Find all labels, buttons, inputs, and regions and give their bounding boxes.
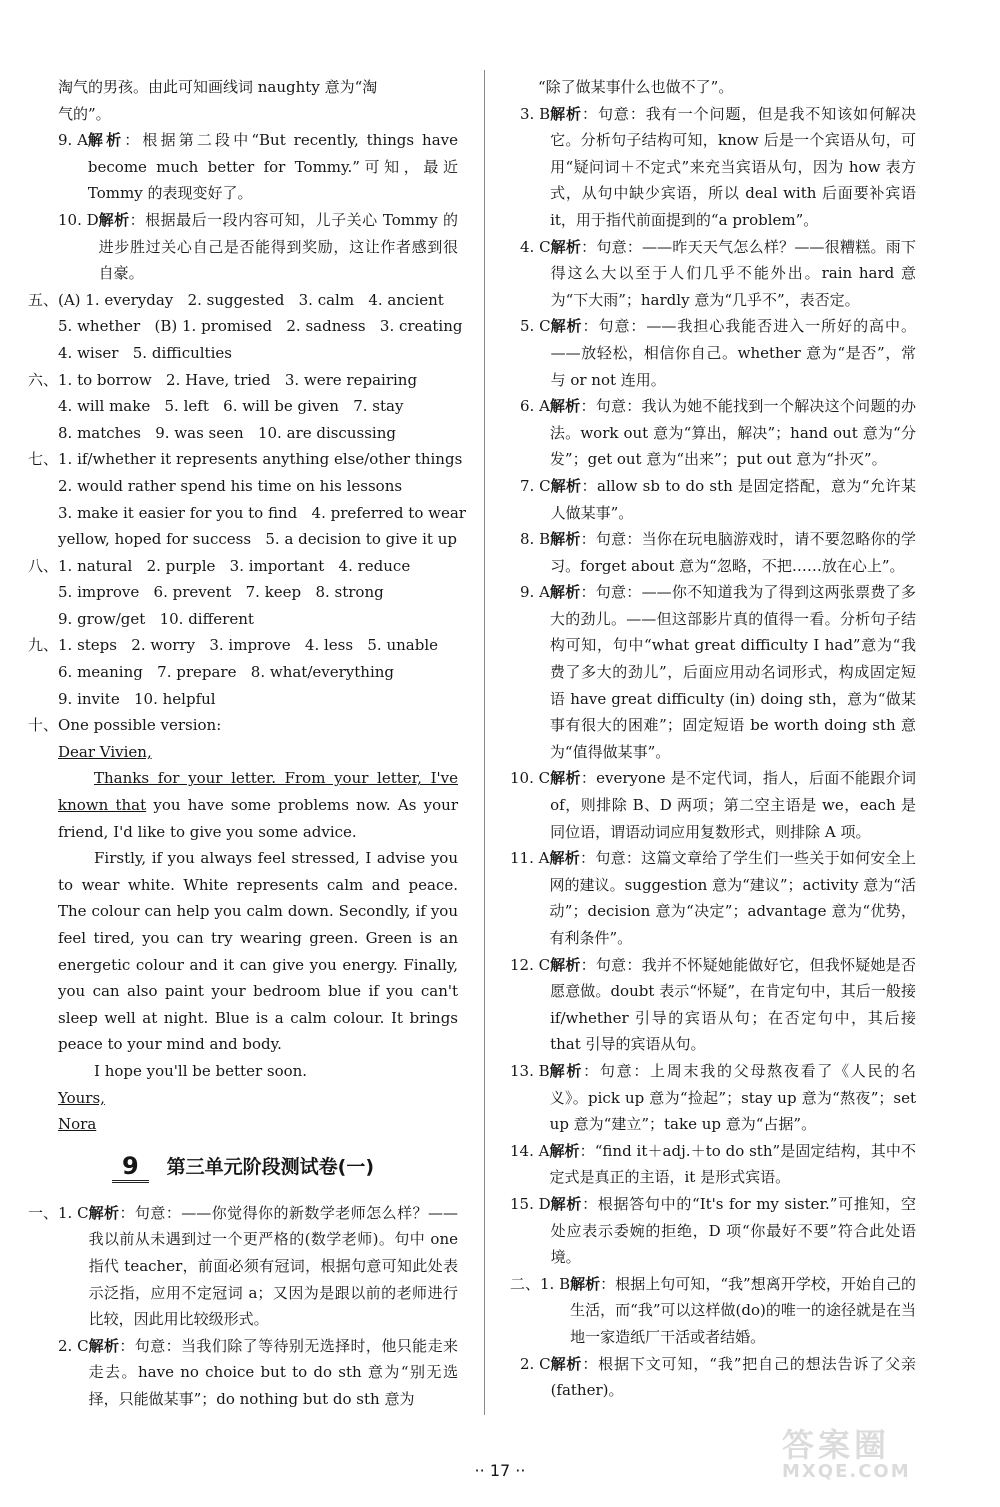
analysis-label: 解析 <box>549 1141 580 1160</box>
analysis-label: 解析 <box>549 849 581 868</box>
answer-sections <box>28 287 466 713</box>
unit-title: 第三单元阶段测试卷(一) <box>166 1156 375 1179</box>
intro-line: 淘气的男孩。由此可知画线词 naughty 意为“淘 <box>58 78 378 96</box>
answer-item <box>510 473 916 526</box>
analysis-label: 解析 <box>550 1354 583 1373</box>
answer-item <box>510 1351 916 1404</box>
answer-item <box>510 101 916 234</box>
answer-explanation: 解析：句意：——你觉得你的新数学老师怎么样？——我以前从未遇到过一个更严格的(数学老师)。句中 one 指代 teacher，前面必须有冠词，根据句意可知此处表示泛指，应用不定冠词 a；又因为是跟以前的老师进行比较，因此用比较级形式。 <box>88 1203 458 1329</box>
letter-paragraph: I hope you'll be better soon. <box>94 1061 308 1080</box>
answer-line <box>28 313 463 340</box>
letter-paragraph: Thanks for your letter. From your letter, I've known that you have some problems now. As your friend, I'd like to give you some advice. <box>58 769 458 841</box>
answer-text: 1. if/whether it represents anything else/other things <box>58 450 463 469</box>
answer-text: 1. steps 2. worry 3. improve 4. less 5. unable <box>58 636 438 655</box>
answer-number: 7. C <box>520 476 551 495</box>
answer-item <box>510 1058 916 1138</box>
answer-line <box>28 579 458 606</box>
model-letter <box>28 739 458 1138</box>
watermark-logo: 答案圈 MXQE.COM <box>782 1426 911 1482</box>
answer-item <box>510 1191 916 1271</box>
answer-explanation: 解析：句意：这篇文章给了学生们一些关于如何安全上网的建议。suggestion 意为“建议”；activity 意为“活动”；decision 意为“决定”；advantage 意为“优势，有利条件”。 <box>549 849 916 947</box>
analysis-label: 解析 <box>550 317 583 336</box>
answer-explanation: 解析：句意：我有一个问题，但是我不知该如何解决它。分析句子结构可知，know 后是一个宾语从句，可用“疑问词＋不定式”来充当宾语从句，因为 how 表方式，从句中缺少宾语，所以 deal with 后面要补宾语 it，用于指代前面提到的“a problem”。 <box>550 104 916 229</box>
answer-explanation: 解析：“find it＋adj.＋to do sth”是固定结构，其中不定式是真正的主语，it 是形式宾语。 <box>549 1141 916 1187</box>
answer-explanation: 解析：根据最后一段内容可知，儿子关心 Tommy 的进步胜过关心自己是否能得到奖励，这让作者感到很自豪。 <box>98 210 458 283</box>
intro-line: “除了做某事什么也做不了”。 <box>538 78 734 96</box>
answer-item <box>510 845 916 951</box>
unit-number: 9 <box>112 1153 149 1183</box>
essay-section <box>28 712 458 739</box>
answer-text: 9. grow/get 10. different <box>58 609 254 628</box>
answer-explanation: 解析：allow sb to do sth 是固定搭配，意为“允许某人做某事”。 <box>550 476 916 522</box>
answer-number: 4. C <box>520 237 551 256</box>
answer-number: 14. A <box>510 1141 550 1160</box>
section-number: 十、 <box>28 716 59 735</box>
page-number: ·· 17 ·· <box>474 1461 526 1480</box>
analysis-label: 解析 <box>88 1203 120 1222</box>
answer-text: 2. would rather spend his time on his lessons <box>58 476 403 495</box>
analysis-label: 解析 <box>550 955 581 974</box>
answer-text: 6. meaning 7. prepare 8. what/everything <box>58 663 394 682</box>
answer-line <box>28 659 458 686</box>
answer-number: 3. B <box>520 104 551 123</box>
answer-line <box>28 526 458 553</box>
letter-salutation: Dear Vivien, <box>58 742 152 761</box>
answer-item <box>510 952 916 1058</box>
answer-number: 11. A <box>510 849 550 868</box>
answer-line <box>28 553 458 580</box>
analysis-label: 解析 <box>88 1336 120 1355</box>
section-number: 九、 <box>28 636 59 655</box>
answer-item <box>28 1333 458 1413</box>
answer-line <box>28 287 458 314</box>
answer-explanation: 解析：句意：我并不怀疑她能做好它，但我怀疑她是否愿意做。doubt 表示“怀疑”，在肯定句中，其后一般接 if/whether 引导的宾语从句；在否定句中，其后接 that 引导的宾语从句。 <box>550 955 916 1054</box>
answer-item <box>510 526 916 579</box>
answer-explanation: 解析：根据第二段中“But recently, things have become much better for Tommy.”可知，最近 Tommy 的表现变好了。 <box>87 131 458 203</box>
answer-text: 3. make it easier for you to find 4. preferred to wear <box>58 503 466 522</box>
answer-text: 4. will make 5. left 6. will be given 7. stay <box>58 397 404 416</box>
analysis-label: 解析 <box>550 104 583 123</box>
answer-number: 5. C <box>520 317 551 336</box>
answer-number: 12. C <box>510 955 551 974</box>
answer-line <box>28 606 458 633</box>
answer-text: 8. matches 9. was seen 10. are discussing <box>58 423 396 442</box>
unit-heading <box>28 1142 458 1194</box>
answer-text: 4. wiser 5. difficulties <box>58 343 232 362</box>
answer-item <box>510 1271 916 1351</box>
answer-text: 5. improve 6. prevent 7. keep 8. strong <box>58 583 384 602</box>
answer-number: 9. A <box>520 583 550 602</box>
answer-number: 2. C <box>58 1336 89 1355</box>
intro-line: 气的”。 <box>58 104 111 123</box>
answer-line <box>28 367 458 394</box>
answer-number: 10. C <box>510 769 551 788</box>
analysis-label: 解析 <box>549 583 581 602</box>
column-divider <box>484 70 485 1415</box>
analysis-label: 解析 <box>550 530 581 549</box>
answer-line <box>28 340 458 367</box>
letter-closing: Yours, <box>58 1088 105 1107</box>
answer-number: 13. B <box>510 1061 550 1080</box>
section-number: 六、 <box>28 370 59 389</box>
answer-explanation: 解析：句意：——你不知道我为了得到这两张票费了多大的劲儿。——但这部影片真的值得一看。分析句子结构可知，句中“what great difficulty I had”意为“我费了多大的劲儿”，后面应用动名词形式，构成固定短语 have great difficulty (in) doing sth，意为“做某事有很大的困难”；固定短语 be worth doing sth 意为“值得做某事”。 <box>549 583 916 761</box>
analysis-label: 解析 <box>550 769 581 788</box>
letter-signature: Nora <box>58 1115 97 1134</box>
analysis-label: 解析 <box>550 237 582 256</box>
answer-number: 9. A <box>58 131 88 150</box>
left-column <box>28 74 466 1413</box>
answer-line <box>28 446 463 473</box>
letter-paragraph: Firstly, if you always feel stressed, I advise you to wear white. White represents calm and peace. The colour can help you calm down. Secondly, if you feel tired, you can try wearing green. Green is an energetic colour and it can give you energy. Finally, you can also paint your bedroom blue if you can't sleep well at night. Blue is a calm colour. It brings peace to your mind and body. <box>58 849 458 1054</box>
answer-text: 1. to borrow 2. Have, tried 3. were repairing <box>58 370 418 389</box>
analysis-label: 解析 <box>87 131 125 150</box>
answer-explanation: 解析：句意：——昨天天气怎么样？——很糟糕。雨下得这么大以至于人们几乎不能外出。rain hard 意为“下大雨”；hardly 意为“几乎不”，表否定。 <box>550 237 916 309</box>
underlined-phrase: Thanks for your letter. From your letter, I've known that <box>58 769 458 815</box>
answer-number: 15. D <box>510 1194 551 1213</box>
answer-text: 5. whether (B) 1. promised 2. sadness 3. creating <box>58 317 463 336</box>
answer-explanation: 解析：句意：——我担心我能否进入一所好的高中。——放轻松，相信你自己。whether 意为“是否”，常与 or not 连用。 <box>550 317 916 389</box>
answer-text: 9. invite 10. helpful <box>58 689 216 708</box>
answer-explanation: 解析：句意：当我们除了等待别无选择时，他只能走来走去。have no choice but to do sth 意为“别无选择，只能做某事”；do nothing but do sth 意为 <box>88 1336 458 1408</box>
answer-item <box>28 1200 458 1333</box>
answer-explanation: 解析：everyone 是不定代词，指人，后面不能跟介词 of，则排除 B、D 两项；第二空主语是 we，each 是同位语，谓语动词应用复数形式，则排除 A 项。 <box>550 769 916 841</box>
answer-line <box>28 686 458 713</box>
answer-list-right <box>510 101 916 1404</box>
answer-list-b <box>28 1200 458 1413</box>
analysis-label: 解析 <box>98 210 130 229</box>
analysis-label: 解析 <box>550 476 582 495</box>
answer-number: 8. B <box>520 530 551 549</box>
answer-line <box>28 420 458 447</box>
analysis-label: 解析 <box>550 1194 583 1213</box>
analysis-label: 解析 <box>549 397 581 416</box>
answer-item <box>510 234 916 314</box>
analysis-label: 解析 <box>549 1061 584 1080</box>
answer-explanation: 解析：句意：当你在玩电脑游戏时，请不要忽略你的学习。forget about 意为“忽略，不把……放在心上”。 <box>550 530 916 575</box>
answer-number: 2. C <box>520 1354 551 1373</box>
answer-text: 1. natural 2. purple 3. important 4. reduce <box>58 556 411 575</box>
answer-item <box>510 393 916 473</box>
section-number: 八、 <box>28 556 59 575</box>
answer-line <box>28 473 458 500</box>
answer-explanation: 解析：句意：上周末我的父母熬夜看了《人民的名义》。pick up 意为“捡起”；stay up 意为“熬夜”；set up 意为“建立”；take up 意为“占据”。 <box>549 1061 916 1134</box>
answer-number: 10. D <box>58 210 99 229</box>
answer-text: yellow, hoped for success 5. a decision to give it up <box>58 530 457 549</box>
essay-heading: One possible version: <box>58 716 222 735</box>
answer-item <box>28 207 458 287</box>
answer-explanation: 解析：根据上句可知，“我”想离开学校，开始自己的生活，而“我”可以这样做(do)的唯一的途径就是在当地一家造纸厂干活或者结婚。 <box>570 1274 916 1346</box>
answer-number: 二、1. B <box>510 1274 571 1293</box>
section-number: 七、 <box>28 450 59 469</box>
answer-item <box>510 579 916 765</box>
answer-item <box>28 127 458 207</box>
answer-item <box>510 313 916 393</box>
answer-item <box>510 1138 916 1191</box>
answer-list-a <box>28 127 458 287</box>
section-number: 五、 <box>28 290 59 309</box>
answer-number: 一、1. C <box>28 1203 89 1222</box>
answer-explanation: 解析：根据下文可知，“我”把自己的想法告诉了父亲(father)。 <box>550 1354 916 1400</box>
answer-item <box>510 765 916 845</box>
answer-explanation: 解析：根据答句中的“It's for my sister.”可推知，空处应表示委婉的拒绝，D 项“你最好不要”符合此处语境。 <box>550 1194 916 1267</box>
answer-line <box>28 632 458 659</box>
answer-explanation: 解析：句意：我认为她不能找到一个解决这个问题的办法。work out 意为“算出，解决”；hand out 意为“分发”；get out 意为“出来”；put out 意为“扑灭”。 <box>549 397 916 469</box>
answer-line <box>28 500 466 527</box>
analysis-label: 解析 <box>570 1274 601 1293</box>
answer-line <box>28 393 458 420</box>
answer-text: (A) 1. everyday 2. suggested 3. calm 4. ancient <box>58 290 444 309</box>
right-column <box>510 74 916 1404</box>
answer-number: 6. A <box>520 397 550 416</box>
